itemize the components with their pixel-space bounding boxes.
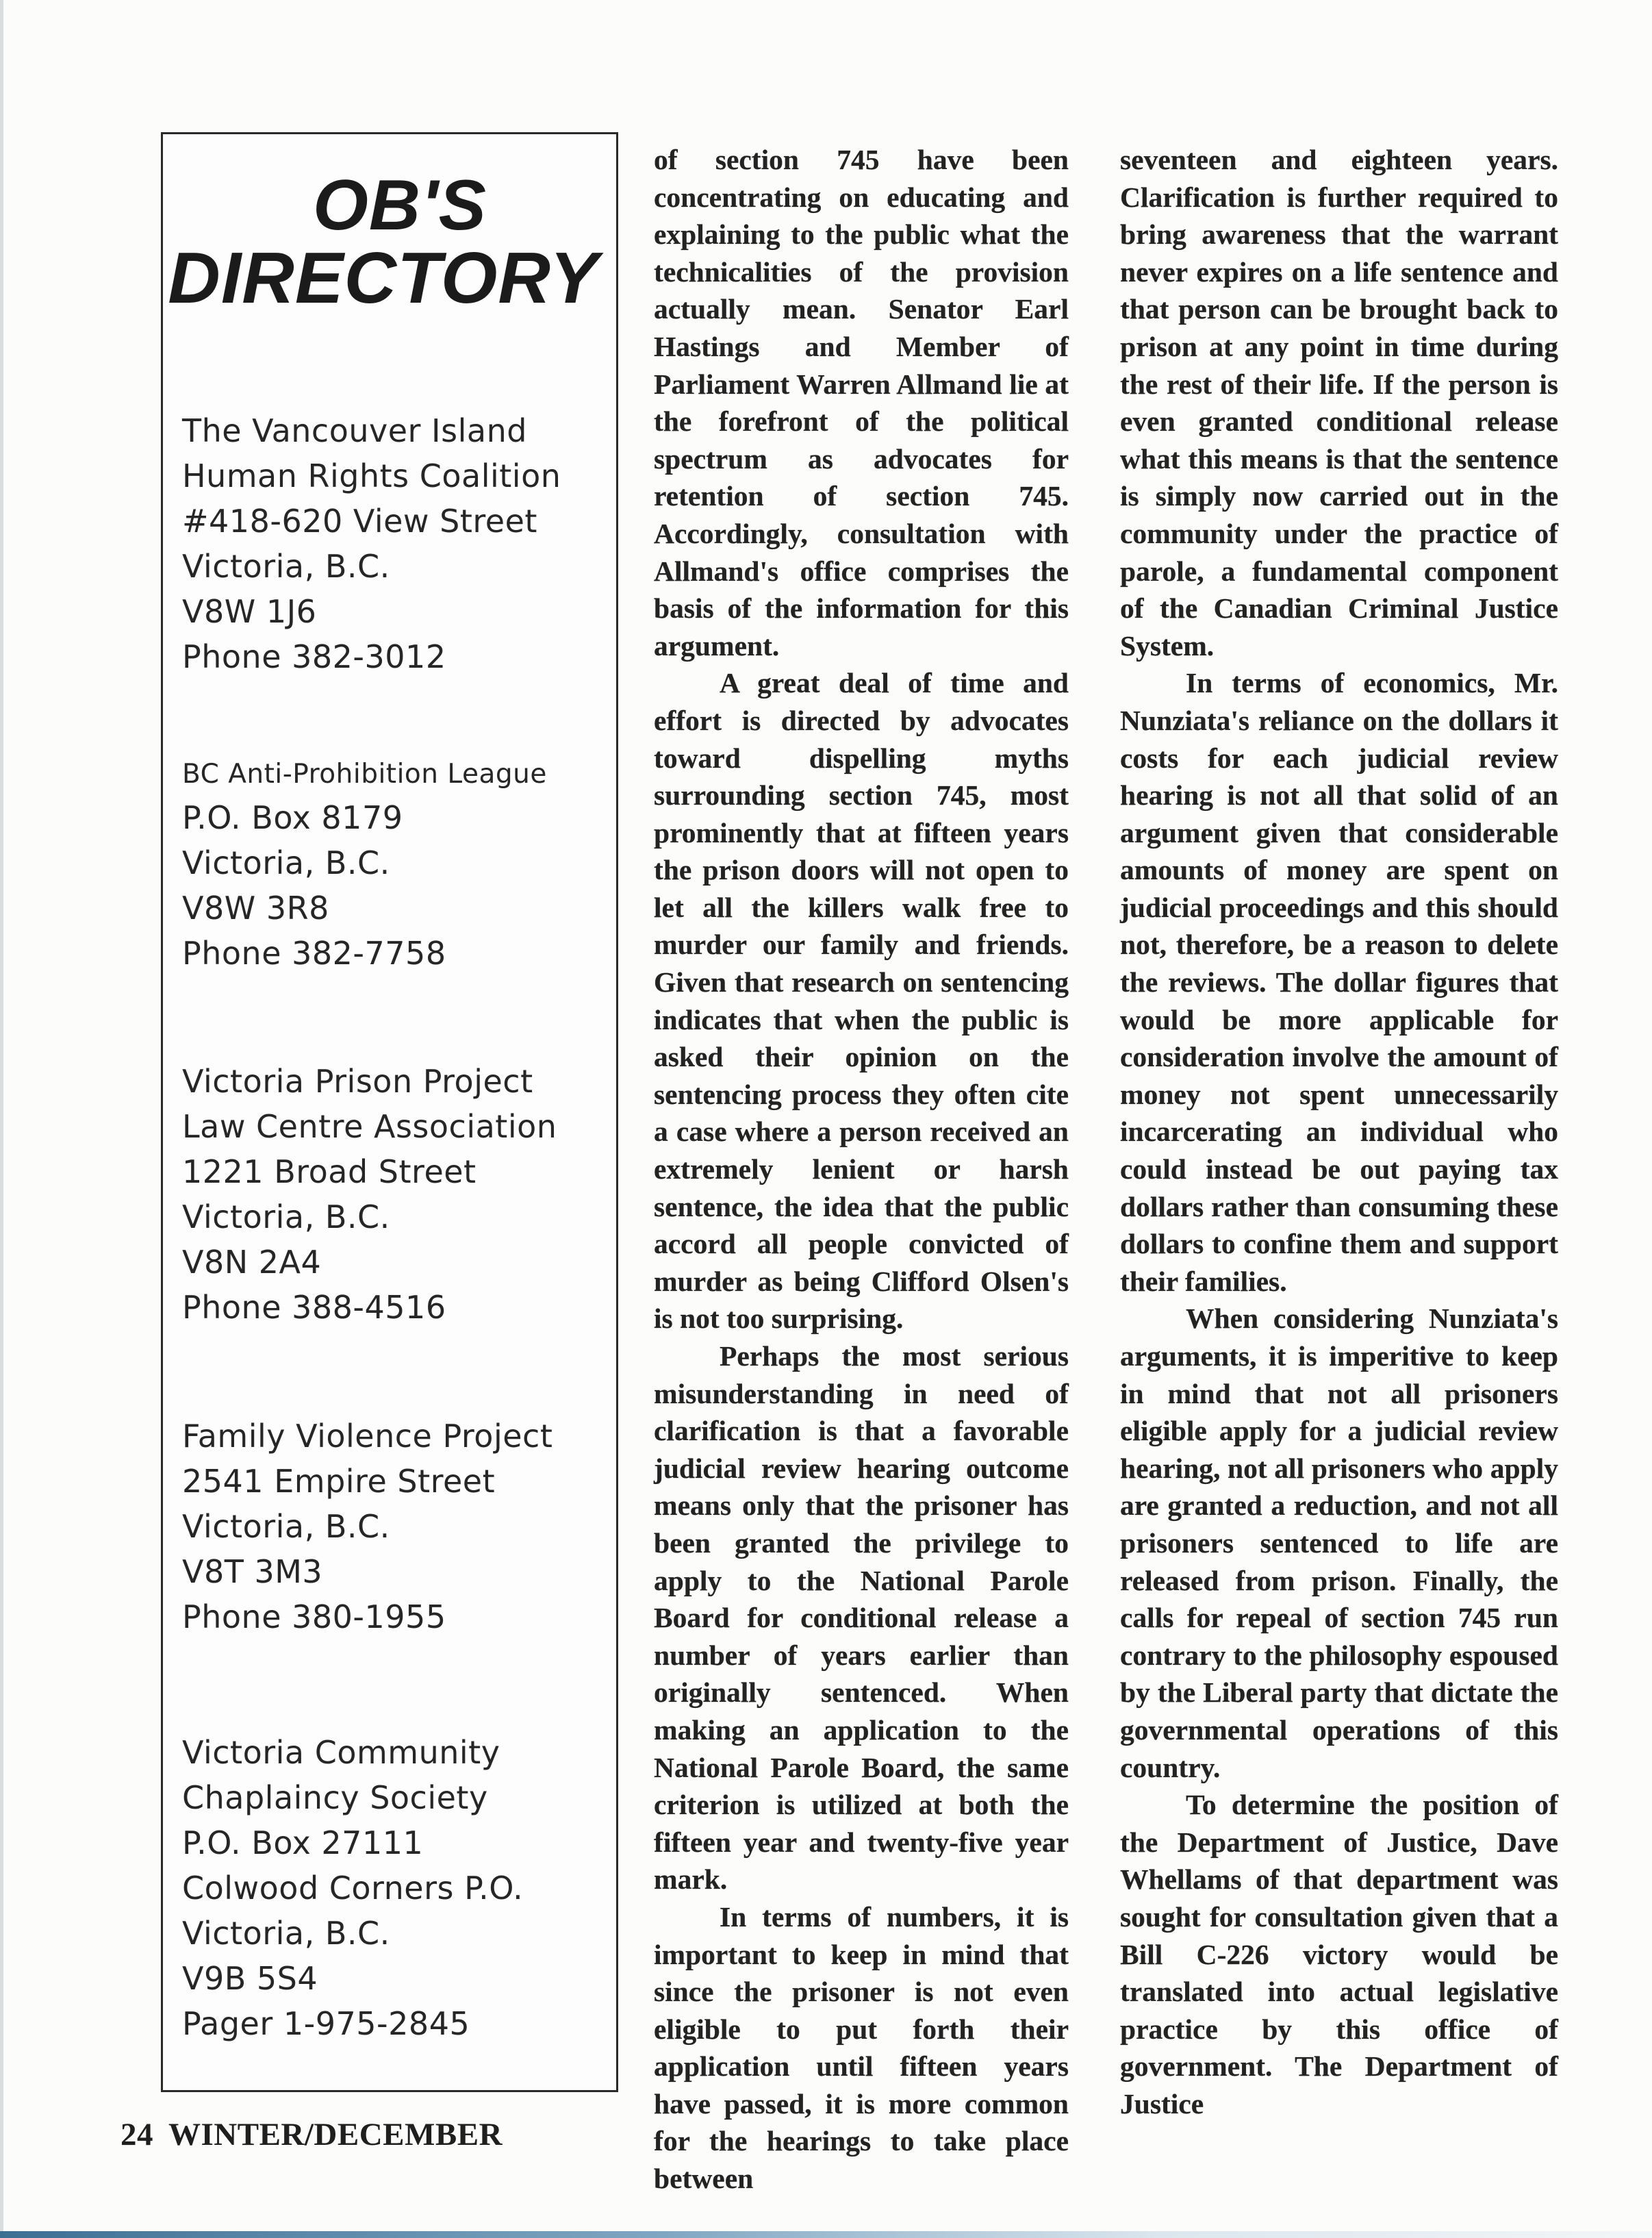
page-number: 24 xyxy=(120,2117,153,2152)
issue-label: WINTER/DECEMBER xyxy=(168,2117,503,2152)
entry-name: Chaplaincy Society xyxy=(182,1779,488,1816)
entry-postal-code: V8W 1J6 xyxy=(182,593,317,630)
entry-address: 1221 Broad Street xyxy=(182,1153,476,1190)
entry-name: Human Rights Coalition xyxy=(182,457,561,494)
entry-postal-code: V8W 3R8 xyxy=(182,890,329,927)
entry-name: Victoria Prison Project xyxy=(182,1063,533,1100)
directory-title xyxy=(163,166,616,318)
entry-postal-code: V9B 5S4 xyxy=(182,1960,318,1997)
entry-name: BC Anti-Prohibition League xyxy=(182,759,547,790)
entry-city: Victoria, B.C. xyxy=(182,1198,390,1235)
directory-title-line2: DIRECTORY xyxy=(168,238,599,318)
scan-edge-bottom xyxy=(0,2231,1652,2238)
directory-entry xyxy=(182,408,561,679)
entry-name: Victoria Community xyxy=(182,1734,500,1771)
entry-phone: Phone 382-3012 xyxy=(182,638,446,675)
directory-title-line1: OB'S xyxy=(312,166,487,245)
article-paragraph: A great deal of time and effort is directed by advocates toward dispelling myths surrounding section 745, most prominently that at fifteen years the prison doors will not open to let all the killers walk free to murder our family and friends. Given that research on sentencing indicates that when the public is asked their opinion on the sentencing process they often cite a case where a person received an extremely lenient or harsh sentence, the idea that the public accord all people convicted of murder as being Clifford Olsen's is not too surprising. xyxy=(654,667,1069,1335)
entry-city: Victoria, B.C. xyxy=(182,1508,390,1545)
directory-entry xyxy=(182,1413,552,1639)
entry-city: Victoria, B.C. xyxy=(182,1915,390,1952)
entry-address: P.O. Box 8179 xyxy=(182,799,403,836)
directory-entry xyxy=(182,1730,523,2046)
entry-name: Law Centre Association xyxy=(182,1108,557,1145)
article-column-middle xyxy=(654,141,1069,2198)
article-paragraph: In terms of numbers, it is important to keep in mind that since the prisoner is not even eligible to put forth their application until fifteen years have passed, it is more common for the hearings to take place between xyxy=(654,1900,1069,2195)
entry-postal-code: V8T 3M3 xyxy=(182,1553,323,1590)
article-paragraph: To determine the position of the Department of Justice, Dave Whellams of that department was sought for consultation given that a Bill C-226 victory would be translated into actual legislative practice by this office of government. The Department of Justice xyxy=(1120,1789,1558,2120)
entry-address: P.O. Box 27111 xyxy=(182,1824,424,1861)
article-paragraph: of section 745 have been concentrating on educating and explaining to the public what the technicalities of the provision actually mean. Senator Earl Hastings and Member of Parliament Warren Allmand lie at the forefront of the political spectrum as advocates for retention of section 745. Accordingly, consultation with Allmand's office comprises the basis of the information for this argument. xyxy=(654,144,1069,662)
scan-edge-left xyxy=(0,0,3,2238)
article-column-right xyxy=(1120,141,1558,2122)
entry-name: Family Violence Project xyxy=(182,1418,553,1455)
entry-address: 2541 Empire Street xyxy=(182,1463,496,1500)
entry-city: Victoria, B.C. xyxy=(182,844,390,881)
entry-address: #418-620 View Street xyxy=(182,503,537,540)
directory-box xyxy=(161,132,618,2092)
directory-entry xyxy=(182,1059,557,1330)
article-paragraph: seventeen and eighteen years. Clarification is further required to bring awareness that the warrant never expires on a life sentence and that person can be brought back to prison at any point in time during the rest of their life. If the person is even granted conditional release what this means is that the sentence is simply now carried out in the community under the practice of parole, a fundamental component of the Canadian Criminal Justice System. xyxy=(1120,144,1558,662)
entry-name: The Vancouver Island xyxy=(182,412,527,449)
directory-entry xyxy=(182,754,547,976)
entry-address: Colwood Corners P.O. xyxy=(182,1870,524,1907)
entry-city: Victoria, B.C. xyxy=(182,548,390,585)
entry-postal-code: V8N 2A4 xyxy=(182,1244,322,1281)
entry-pager: Pager 1-975-2845 xyxy=(182,2005,470,2042)
page-footer xyxy=(120,2116,503,2153)
entry-phone: Phone 388-4516 xyxy=(182,1289,446,1326)
article-paragraph: In terms of economics, Mr. Nunziata's reliance on the dollars it costs for each judicial review hearing is not all that solid of an argument given that considerable amounts of money are spent on judicial proceedings and this should not, therefore, be a reason to delete the reviews. The dollar figures that would be more applicable for consideration involve the amount of money not spent unnecessarily incarcerating an individual who could instead be out paying tax dollars rather than consuming these dollars to confine them and support their families. xyxy=(1120,667,1558,1297)
article-paragraph: When considering Nunziata's arguments, it is imperitive to keep in mind that not all prisoners eligible apply for a judicial review hearing, not all prisoners who apply are granted a reduction, and not all prisoners sentenced to life are released from prison. Finally, the calls for repeal of section 745 run contrary to the philosophy espoused by the Liberal party that dictate the governmental operations of this country. xyxy=(1120,1303,1558,1783)
article-paragraph: Perhaps the most serious misunderstanding in need of clarification is that a favorable judicial review hearing outcome means only that the prisoner has been granted the privilege to apply to the National Parole Board for conditional release a number of years earlier than originally sentenced. When making an application to the National Parole Board, the same criterion is utilized at both the fifteen year and twenty-five year mark. xyxy=(654,1340,1069,1896)
entry-phone: Phone 380-1955 xyxy=(182,1598,446,1635)
entry-phone: Phone 382-7758 xyxy=(182,935,446,972)
